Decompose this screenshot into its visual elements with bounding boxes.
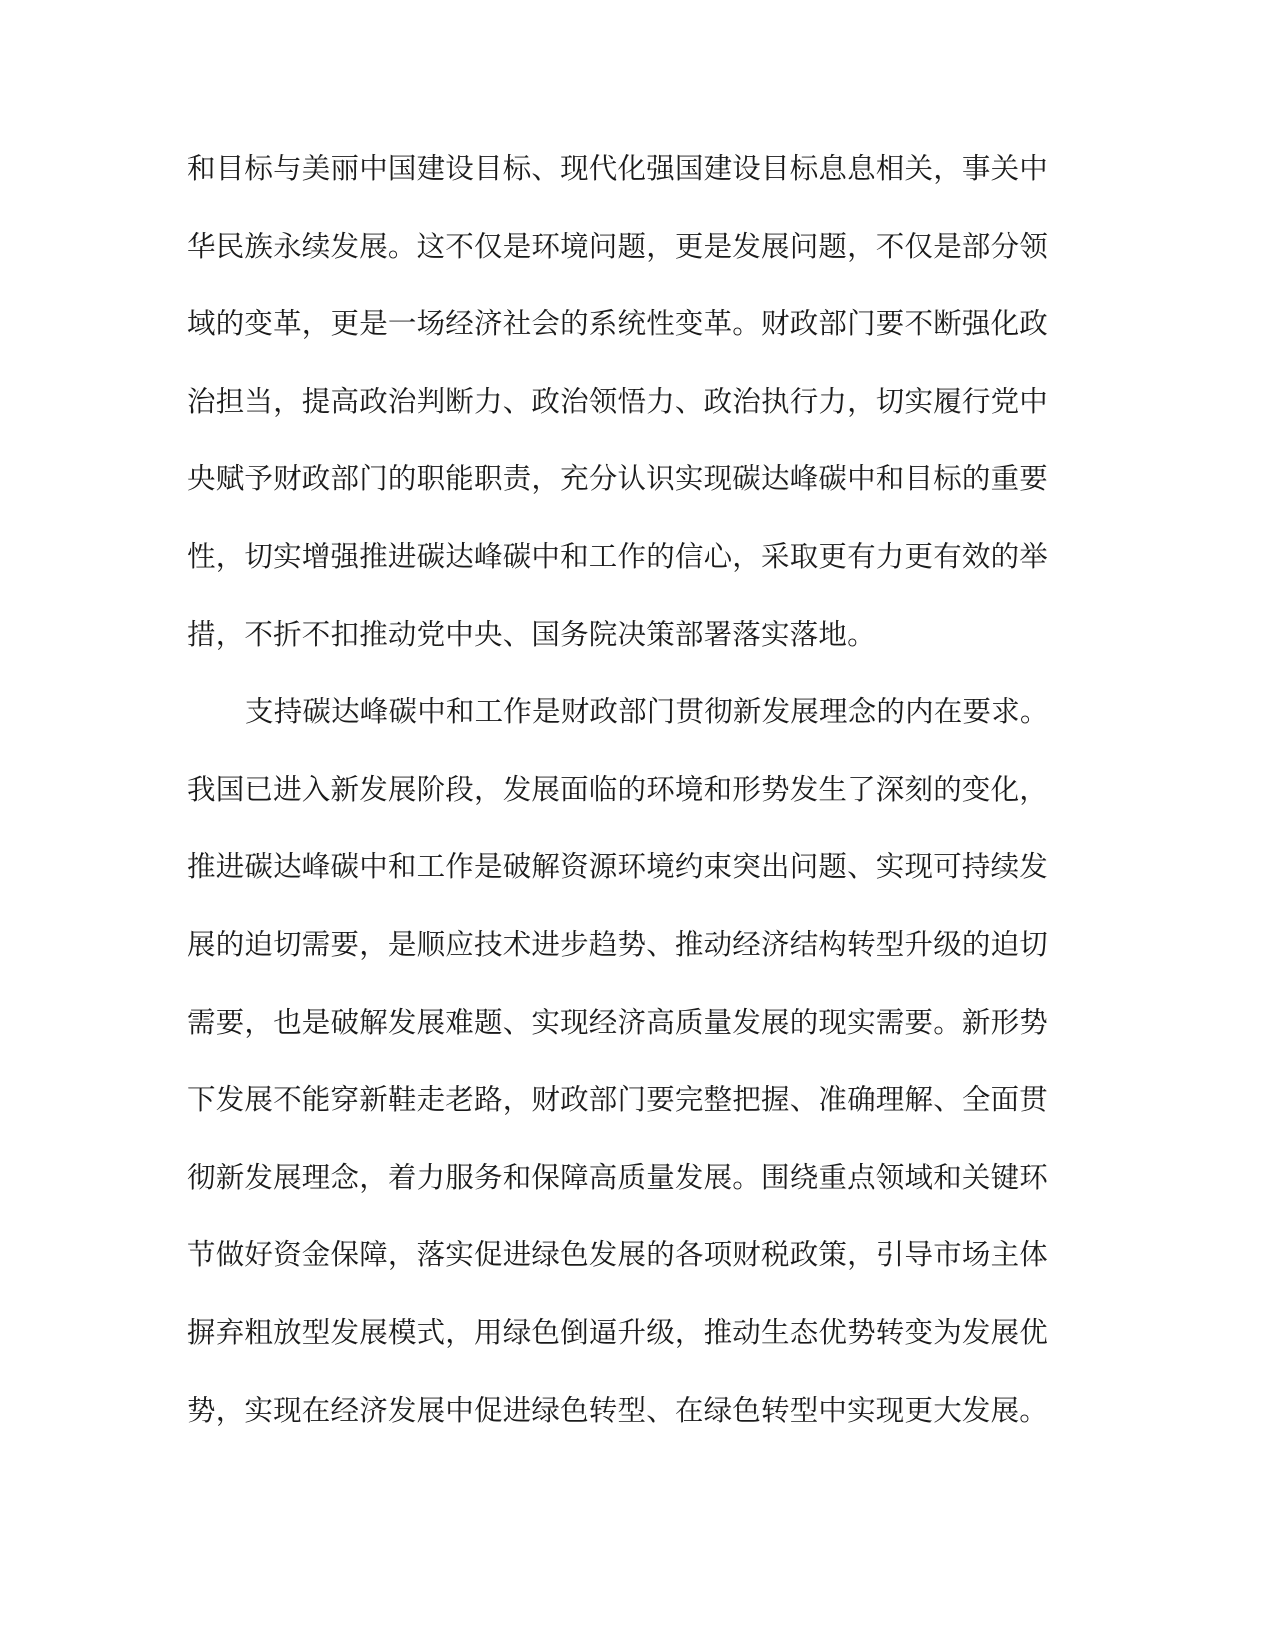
text-line: 治担当，提高政治判断力、政治领悟力、政治执行力，切实履行党中 [187, 384, 1049, 418]
text-line: 下发展不能穿新鞋走老路，财政部门要完整把握、准确理解、全面贯 [187, 1083, 1049, 1117]
text-line: 央赋予财政部门的职能职责，充分认识实现碳达峰碳中和目标的重要 [187, 462, 1049, 496]
text-line: 和目标与美丽中国建设目标、现代化强国建设目标息息相关，事关中 [187, 152, 1049, 185]
text-line: 需要，也是破解发展难题、实现经济高质量发展的现实需要。新形势 [187, 1005, 1049, 1039]
text-line: 势，实现在经济发展中促进绿色转型、在绿色转型中实现更大发展。 [187, 1393, 1049, 1427]
text-line: 彻新发展理念，着力服务和保障高质量发展。围绕重点领域和关键环 [187, 1160, 1049, 1194]
document-body [187, 130, 1067, 1449]
text-line: 域的变革，更是一场经济社会的系统性变革。财政部门要不断强化政 [187, 307, 1049, 341]
paragraph-first-line: 支持碳达峰碳中和工作是财政部门贯彻新发展理念的内在要求。 [245, 695, 1049, 729]
text-line: 节做好资金保障，落实促进绿色发展的各项财税政策，引导市场主体 [187, 1238, 1049, 1272]
text-line: 华民族永续发展。这不仅是环境问题，更是发展问题，不仅是部分领 [187, 229, 1049, 263]
text-line: 措，不折不扣推动党中央、国务院决策部署落实落地。 [187, 617, 876, 651]
text-line: 摒弃粗放型发展模式，用绿色倒逼升级，推动生态优势转变为发展优 [187, 1315, 1049, 1349]
text-line: 我国已进入新发展阶段，发展面临的环境和形势发生了深刻的变化， [187, 772, 1049, 806]
text-line: 性，切实增强推进碳达峰碳中和工作的信心，采取更有力更有效的举 [187, 539, 1049, 573]
text-line: 展的迫切需要，是顺应技术进步趋势、推动经济结构转型升级的迫切 [187, 927, 1049, 961]
text-line: 推进碳达峰碳中和工作是破解资源环境约束突出问题、实现可持续发 [187, 850, 1049, 884]
